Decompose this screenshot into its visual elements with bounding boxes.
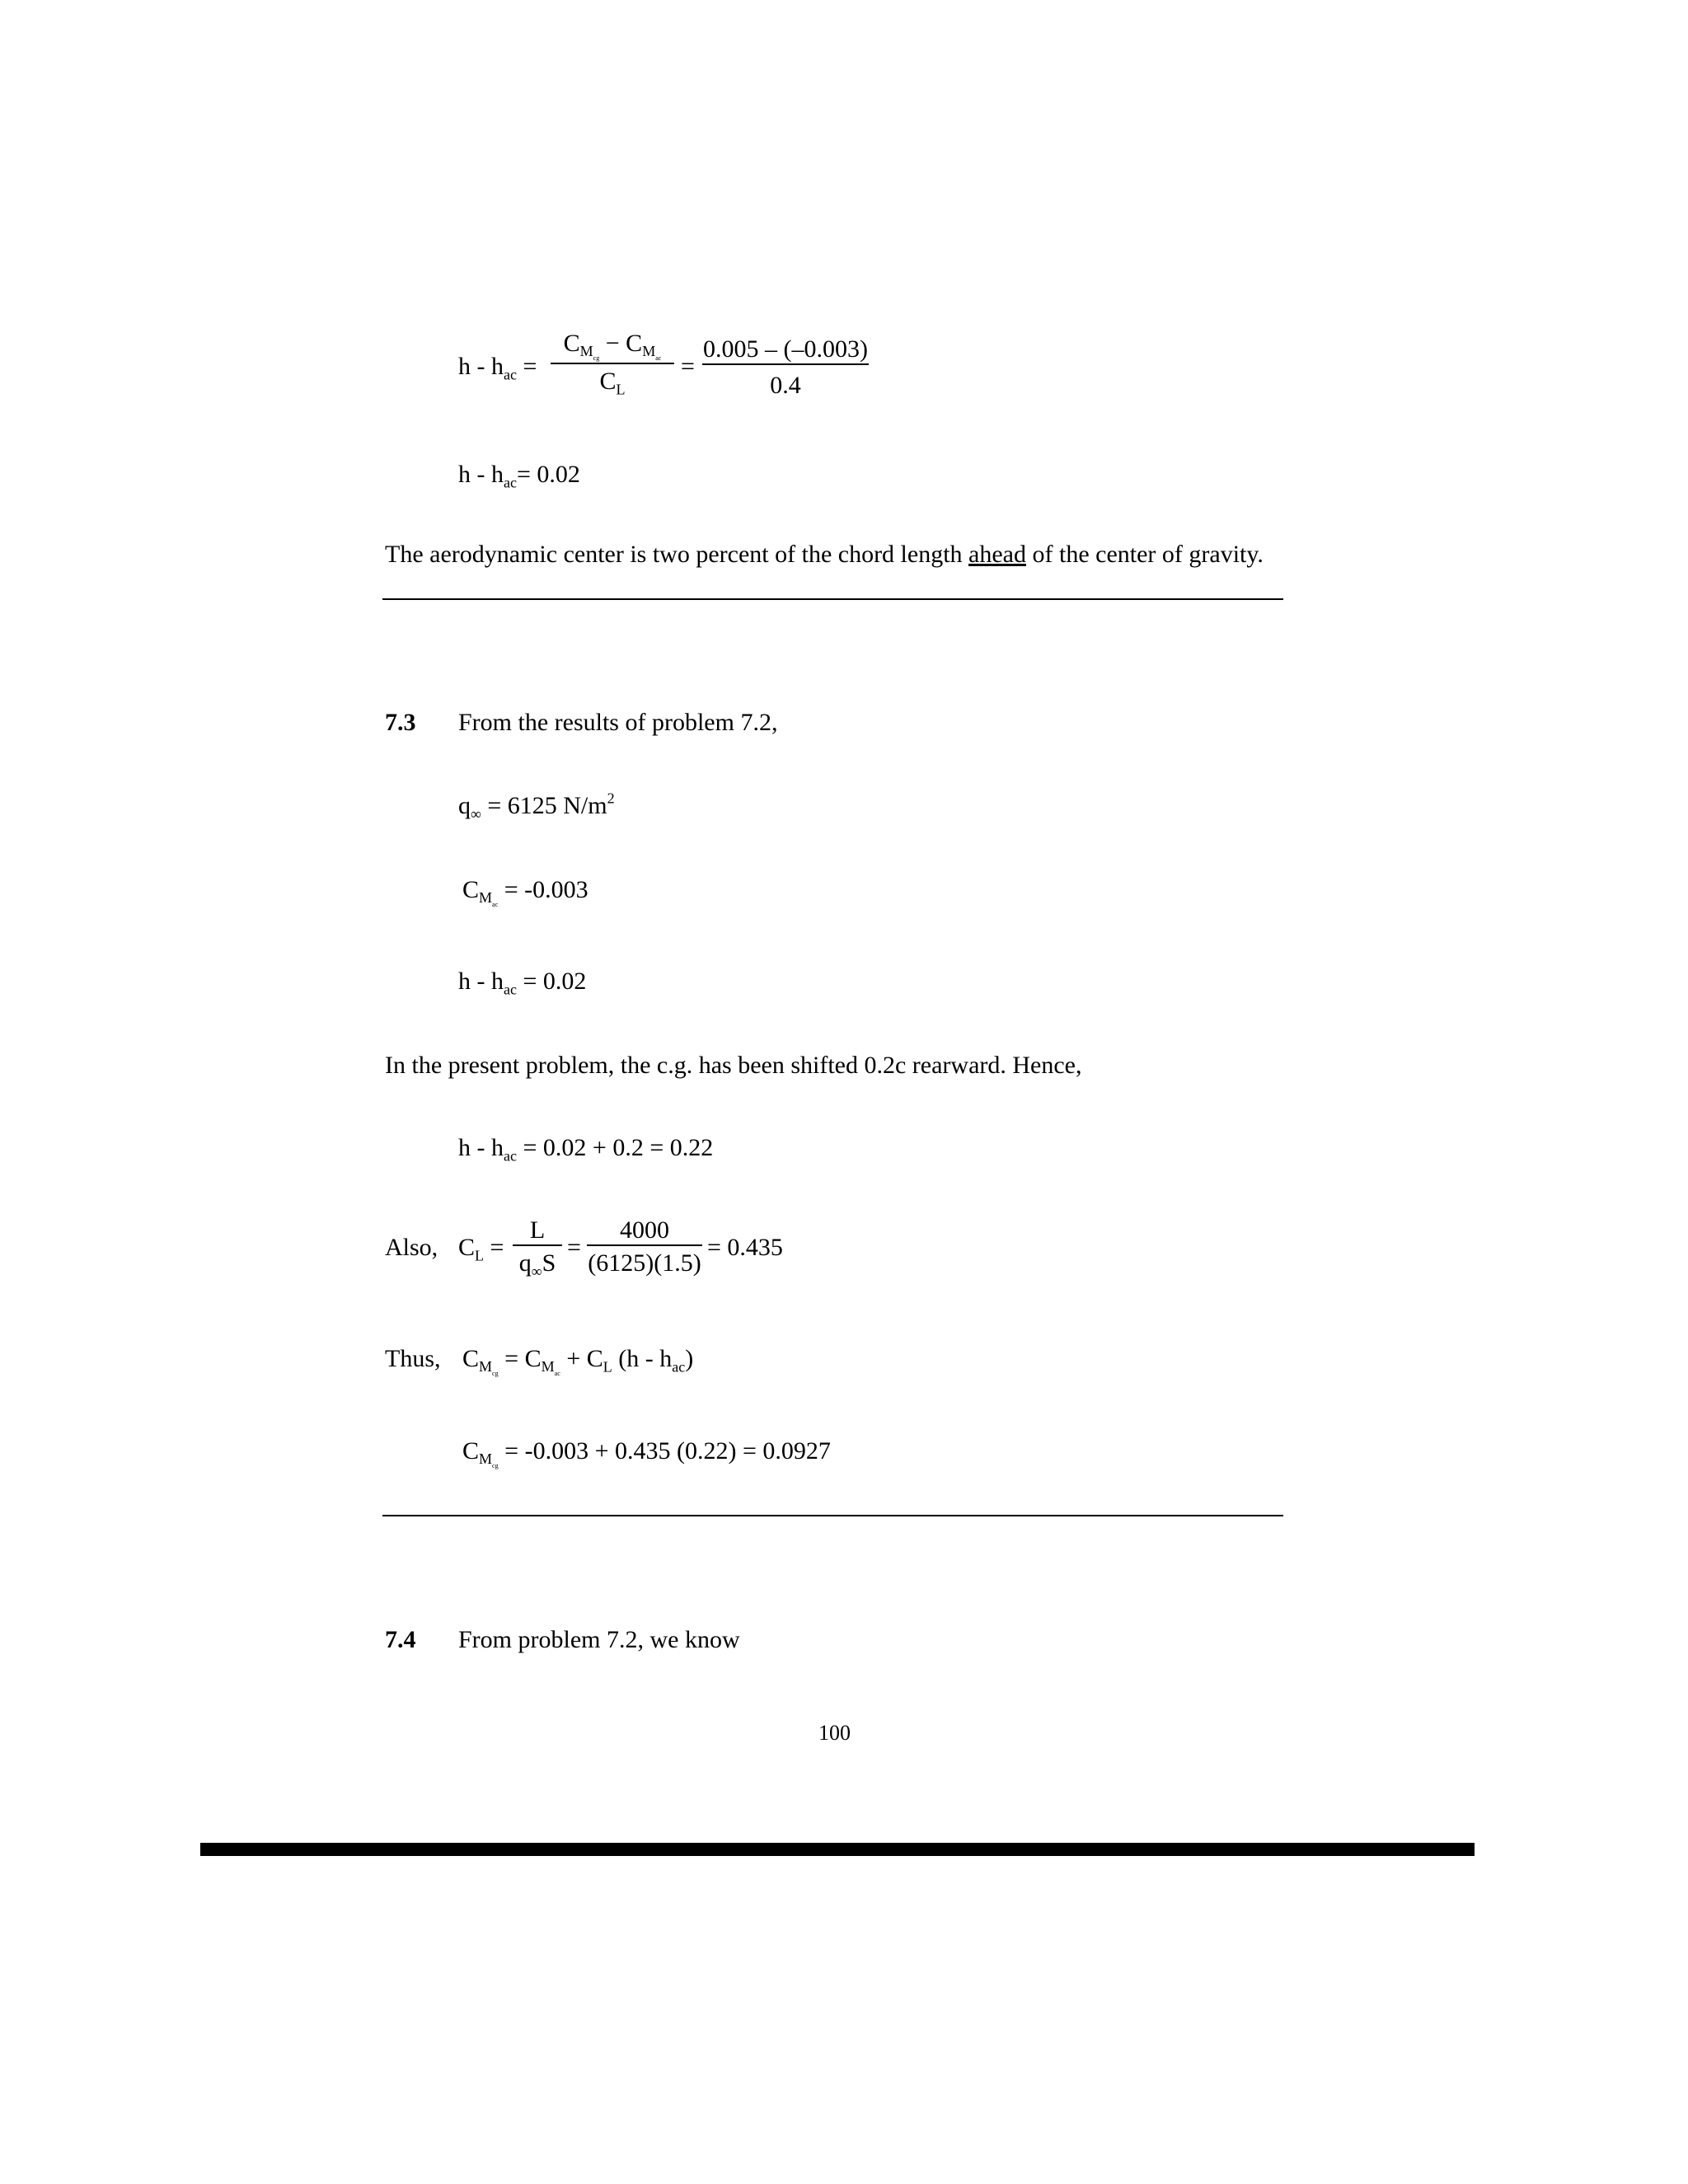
cl-equals-mid: = (567, 1234, 581, 1261)
cg-shift-sentence: In the present problem, the c.g. has been shifted 0.2c rearward. Hence, (385, 1052, 1082, 1079)
cl-numerator-numeric: 4000 (620, 1216, 669, 1244)
eq1-numerator-numeric: 0.005 – (–0.003) (703, 335, 868, 363)
eq1-fraction-numeric (702, 337, 869, 398)
eq1-numerator: $C_{M_{cg}} - C_{M_{ac}}$ (563, 330, 662, 363)
problem-number-7-3: 7.3 (385, 709, 416, 736)
h-hac-equation: $h - h_{ac} = 0.02$ (458, 968, 587, 998)
cl-result: = 0.435 (707, 1234, 783, 1261)
cl-numerator: L (529, 1216, 546, 1244)
problem-7-4-intro: From problem 7.2, we know (458, 1626, 740, 1653)
cm-ac-equation: $C_{M_{ac}} = -0.003$ (462, 876, 588, 909)
cm-cg-relation: $C_{M_{cg}} = C_{M_{ac}} + C_L$ $(h - h_{ac})$ (462, 1345, 694, 1378)
cl-fraction-numeric (587, 1218, 702, 1276)
thus-label: Thus, (385, 1345, 441, 1372)
problem-7-3-intro: From the results of problem 7.2, (458, 709, 778, 736)
cm-cg-result: $C_{M_{cg}} = -0.003 + 0.435$ (0.22) = 0.0927 (462, 1437, 831, 1470)
cl-denominator-numeric: (6125)(1.5) (588, 1249, 701, 1277)
page-bottom-bar (200, 1843, 1475, 1856)
also-label: Also, (385, 1234, 438, 1261)
q-infinity-equation: $q_\infty = 6125$ $N/m^2$ (458, 790, 615, 823)
cl-lhs: $C_L$ = (458, 1234, 504, 1264)
section-divider-2 (382, 1515, 1283, 1516)
problem-number-7-4: 7.4 (385, 1626, 416, 1653)
section-divider (382, 598, 1283, 600)
page-number: 100 (818, 1721, 851, 1745)
eq1-denominator: $C_L$ (599, 368, 626, 398)
eq1-equals: = (681, 353, 695, 380)
cl-denominator: $q_\infty S$ (518, 1249, 556, 1280)
eq1-fraction-symbolic (551, 330, 674, 398)
aerodynamic-center-sentence: The aerodynamic center is two percent of the chord length ahead of the center of gravity. (385, 541, 1264, 568)
eq1-lhs: h - $h_{ac}$ = (458, 353, 537, 383)
eq1-denominator-numeric: 0.4 (770, 372, 801, 399)
eq2: $h - h_{ac}= 0.02$ (458, 461, 580, 491)
cl-fraction-symbolic (513, 1216, 562, 1280)
h-hac-shifted-equation: $h - h_{ac} = 0.02 + 0.2 = 0.22$ (458, 1134, 714, 1165)
